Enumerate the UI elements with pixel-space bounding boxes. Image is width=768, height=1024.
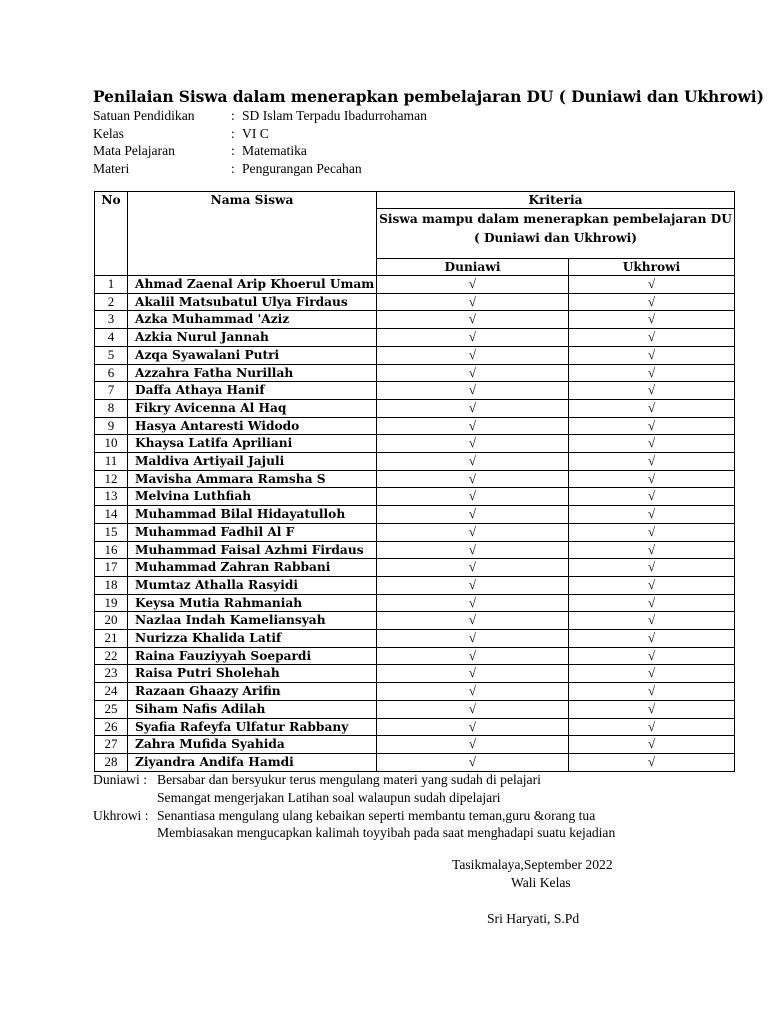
student-name: Muhammad Zahran Rabbani <box>128 559 377 577</box>
table-row <box>95 276 735 294</box>
duniawi-check: √ <box>377 346 569 364</box>
row-number: 22 <box>95 647 128 665</box>
ukhrowi-check: √ <box>569 665 735 683</box>
ukhrowi-check: √ <box>569 559 735 577</box>
note-line: Membiasakan mengucapkan kalimah toyyibah pada saat menghadapi suatu kejadian <box>157 825 616 841</box>
student-name: Azqa Syawalani Putri <box>128 346 377 364</box>
student-name: Muhammad Bilal Hidayatulloh <box>128 506 377 524</box>
header-no: No <box>95 192 128 276</box>
ukhrowi-check: √ <box>569 364 735 382</box>
ukhrowi-check: √ <box>569 382 735 400</box>
ukhrowi-check: √ <box>569 329 735 347</box>
meta-separator: : <box>231 108 235 123</box>
row-number: 16 <box>95 541 128 559</box>
table-row <box>95 506 735 524</box>
duniawi-check: √ <box>377 718 569 736</box>
table-row <box>95 293 735 311</box>
ukhrowi-check: √ <box>569 470 735 488</box>
student-name: Muhammad Fadhil Al F <box>128 523 377 541</box>
duniawi-check: √ <box>377 700 569 718</box>
ukhrowi-check: √ <box>569 594 735 612</box>
note-lines <box>157 807 615 843</box>
table-row <box>95 647 735 665</box>
signature-place-date: Tasikmalaya,September 2022 <box>452 857 613 872</box>
row-number: 1 <box>95 276 128 294</box>
note-label: Ukhrowi : <box>93 807 149 823</box>
meta-value: Matematika <box>242 143 307 159</box>
table-row <box>95 665 735 683</box>
student-name: Syafia Rafeyfa Ulfatur Rabbany <box>128 718 377 736</box>
student-name: Melvina Luthfiah <box>128 488 377 506</box>
student-name: Ahmad Zaenal Arip Khoerul Umam <box>128 276 377 294</box>
student-name: Keysa Mutia Rahmaniah <box>128 594 377 612</box>
row-number: 4 <box>95 329 128 347</box>
row-number: 17 <box>95 559 128 577</box>
signature-role: Wali Kelas <box>511 875 571 890</box>
table-body <box>95 276 735 772</box>
duniawi-check: √ <box>377 435 569 453</box>
table-row <box>95 700 735 718</box>
table-row <box>95 612 735 630</box>
ukhrowi-check: √ <box>569 612 735 630</box>
table-row <box>95 736 735 754</box>
duniawi-check: √ <box>377 736 569 754</box>
duniawi-check: √ <box>377 665 569 683</box>
meta-row-material <box>93 160 427 178</box>
ukhrowi-check: √ <box>569 647 735 665</box>
meta-label: Kelas <box>93 125 124 141</box>
duniawi-check: √ <box>377 293 569 311</box>
note-duniawi <box>93 771 615 807</box>
meta-value: Pengurangan Pecahan <box>242 160 362 176</box>
row-number: 10 <box>95 435 128 453</box>
note-line: Semangat mengerjakan Latihan soal walaupun sudah dipelajari <box>157 789 501 805</box>
table-row <box>95 559 735 577</box>
student-name: Raina Fauziyyah Soepardi <box>128 647 377 665</box>
student-name: Nurizza Khalida Latif <box>128 630 377 648</box>
student-name: Azkia Nurul Jannah <box>128 329 377 347</box>
duniawi-check: √ <box>377 488 569 506</box>
row-number: 11 <box>95 453 128 471</box>
row-number: 28 <box>95 753 128 771</box>
ukhrowi-check: √ <box>569 541 735 559</box>
duniawi-check: √ <box>377 453 569 471</box>
row-number: 26 <box>95 718 128 736</box>
ukhrowi-check: √ <box>569 718 735 736</box>
ukhrowi-check: √ <box>569 399 735 417</box>
row-number: 24 <box>95 683 128 701</box>
student-name: Khaysa Latifa Apriliani <box>128 435 377 453</box>
row-number: 14 <box>95 506 128 524</box>
row-number: 23 <box>95 665 128 683</box>
table-row <box>95 417 735 435</box>
table-row <box>95 311 735 329</box>
duniawi-check: √ <box>377 753 569 771</box>
header-kriteria: Kriteria <box>377 192 735 209</box>
table-row <box>95 364 735 382</box>
duniawi-check: √ <box>377 364 569 382</box>
meta-label: Materi <box>93 160 130 176</box>
row-number: 3 <box>95 311 128 329</box>
ukhrowi-check: √ <box>569 683 735 701</box>
meta-value: SD Islam Terpadu Ibadurrohaman <box>242 108 427 123</box>
ukhrowi-check: √ <box>569 630 735 648</box>
table-row <box>95 594 735 612</box>
row-number: 13 <box>95 488 128 506</box>
table-row <box>95 753 735 771</box>
table-row <box>95 683 735 701</box>
meta-label: Mata Pelajaran <box>93 143 175 159</box>
note-label: Duniawi : <box>93 772 147 787</box>
student-name: Raisa Putri Sholehah <box>128 665 377 683</box>
table-row <box>95 435 735 453</box>
duniawi-check: √ <box>377 470 569 488</box>
row-number: 12 <box>95 470 128 488</box>
table-row <box>95 470 735 488</box>
duniawi-check: √ <box>377 417 569 435</box>
student-name: Mumtaz Athalla Rasyidi <box>128 576 377 594</box>
ukhrowi-check: √ <box>569 311 735 329</box>
student-name: Azka Muhammad 'Aziz <box>128 311 377 329</box>
ukhrowi-check: √ <box>569 293 735 311</box>
row-number: 9 <box>95 417 128 435</box>
meta-separator: : <box>231 160 235 176</box>
student-name: Muhammad Faisal Azhmi Firdaus <box>128 541 377 559</box>
ukhrowi-check: √ <box>569 700 735 718</box>
row-number: 25 <box>95 700 128 718</box>
table-row <box>95 718 735 736</box>
ukhrowi-check: √ <box>569 488 735 506</box>
row-number: 19 <box>95 594 128 612</box>
duniawi-check: √ <box>377 647 569 665</box>
table-row <box>95 576 735 594</box>
document-meta <box>93 107 427 177</box>
ukhrowi-check: √ <box>569 506 735 524</box>
duniawi-check: √ <box>377 276 569 294</box>
student-name: Azzahra Fatha Nurillah <box>128 364 377 382</box>
table-row <box>95 346 735 364</box>
duniawi-check: √ <box>377 523 569 541</box>
row-number: 15 <box>95 523 128 541</box>
meta-value: VI C <box>242 125 269 141</box>
table-row <box>95 541 735 559</box>
header-description: Siswa mampu dalam menerapkan pembelajaran DU ( Duniawi dan Ukhrowi) <box>377 209 735 259</box>
duniawi-check: √ <box>377 559 569 577</box>
ukhrowi-check: √ <box>569 736 735 754</box>
table-row <box>95 488 735 506</box>
meta-label: Satuan Pendidikan <box>93 108 195 123</box>
duniawi-check: √ <box>377 506 569 524</box>
row-number: 6 <box>95 364 128 382</box>
ukhrowi-check: √ <box>569 417 735 435</box>
duniawi-check: √ <box>377 612 569 630</box>
duniawi-check: √ <box>377 630 569 648</box>
row-number: 20 <box>95 612 128 630</box>
row-number: 21 <box>95 630 128 648</box>
duniawi-check: √ <box>377 399 569 417</box>
duniawi-check: √ <box>377 311 569 329</box>
table-row <box>95 329 735 347</box>
student-name: Mavisha Ammara Ramsha S <box>128 470 377 488</box>
ukhrowi-check: √ <box>569 435 735 453</box>
ukhrowi-check: √ <box>569 576 735 594</box>
student-name: Zahra Mufida Syahida <box>128 736 377 754</box>
duniawi-check: √ <box>377 382 569 400</box>
header-duniawi: Duniawi <box>377 259 569 276</box>
duniawi-check: √ <box>377 541 569 559</box>
header-name: Nama Siswa <box>128 192 377 276</box>
row-number: 27 <box>95 736 128 754</box>
header-ukhrowi: Ukhrowi <box>569 259 735 276</box>
ukhrowi-check: √ <box>569 753 735 771</box>
table-row <box>95 523 735 541</box>
row-number: 18 <box>95 576 128 594</box>
meta-separator: : <box>231 125 235 141</box>
student-name: Fikry Avicenna Al Haq <box>128 399 377 417</box>
ukhrowi-check: √ <box>569 346 735 364</box>
meta-separator: : <box>231 143 235 159</box>
note-line: Bersabar dan bersyukur terus mengulang materi yang sudah di pelajari <box>157 772 541 787</box>
signature-name: Sri Haryati, S.Pd <box>487 911 580 926</box>
ukhrowi-check: √ <box>569 276 735 294</box>
student-name: Hasya Antaresti Widodo <box>128 417 377 435</box>
student-name: Siham Nafis Adilah <box>128 700 377 718</box>
student-name: Maldiva Artiyail Jajuli <box>128 453 377 471</box>
student-name: Daffa Athaya Hanif <box>128 382 377 400</box>
student-name: Razaan Ghaazy Arifin <box>128 683 377 701</box>
table-row <box>95 399 735 417</box>
row-number: 5 <box>95 346 128 364</box>
assessment-table <box>94 191 735 772</box>
notes-section <box>93 771 615 842</box>
meta-row-subject <box>93 142 427 160</box>
student-name: Ziyandra Andifa Hamdi <box>128 753 377 771</box>
signature-block <box>452 856 613 928</box>
note-ukhrowi <box>93 807 615 843</box>
page-title: Penilaian Siswa dalam menerapkan pembelajaran DU ( Duniawi dan Ukhrowi) <box>93 87 764 106</box>
ukhrowi-check: √ <box>569 453 735 471</box>
student-name: Akalil Matsubatul Ulya Firdaus <box>128 293 377 311</box>
note-line: Senantiasa mengulang ulang kebaikan seperti membantu teman,guru &orang tua <box>157 807 596 823</box>
note-lines <box>157 771 541 807</box>
student-name: Nazlaa Indah Kameliansyah <box>128 612 377 630</box>
row-number: 8 <box>95 399 128 417</box>
duniawi-check: √ <box>377 576 569 594</box>
table-row <box>95 382 735 400</box>
duniawi-check: √ <box>377 683 569 701</box>
meta-row-class <box>93 125 427 143</box>
duniawi-check: √ <box>377 329 569 347</box>
ukhrowi-check: √ <box>569 523 735 541</box>
duniawi-check: √ <box>377 594 569 612</box>
meta-row-school <box>93 107 427 125</box>
table-row <box>95 630 735 648</box>
row-number: 7 <box>95 382 128 400</box>
table-row <box>95 453 735 471</box>
row-number: 2 <box>95 293 128 311</box>
